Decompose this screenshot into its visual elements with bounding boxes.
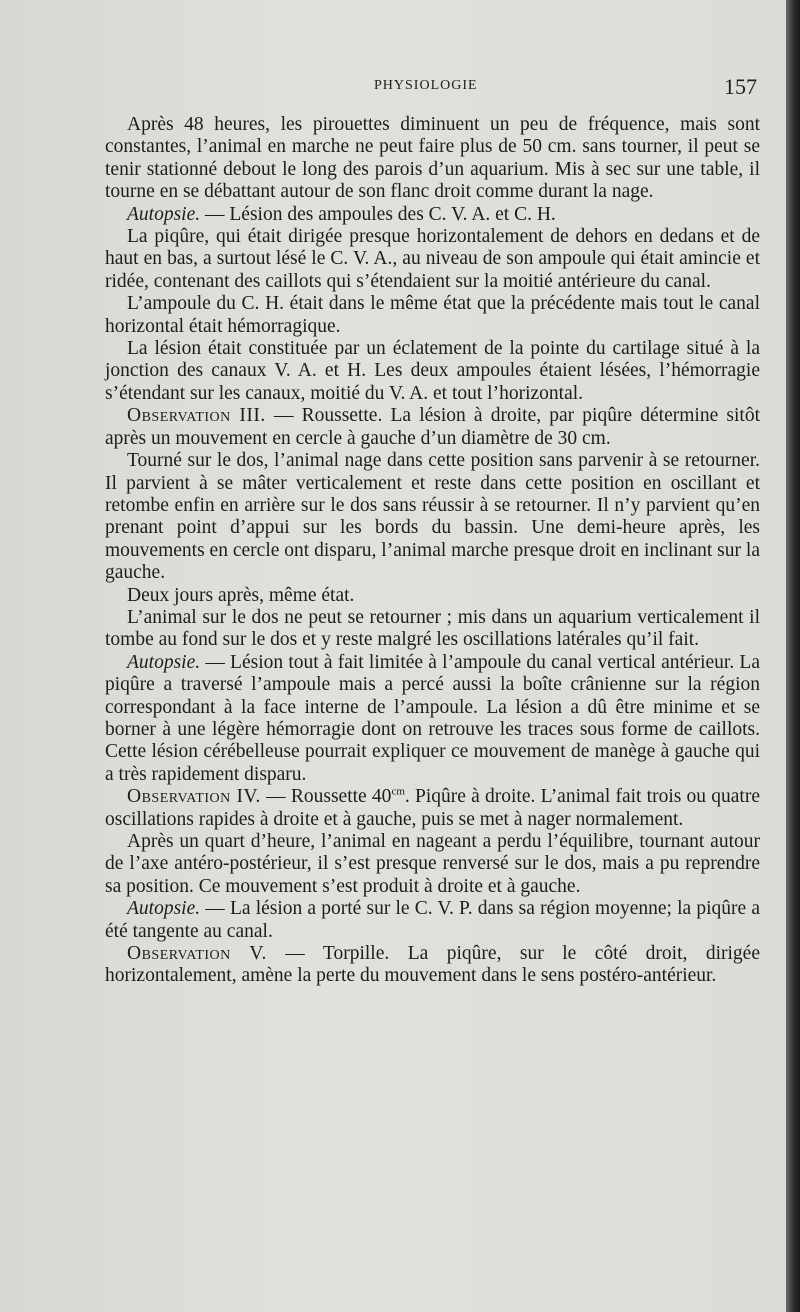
autopsie-label: Autopsie. bbox=[127, 651, 201, 673]
running-head: PHYSIOLOGIE bbox=[374, 78, 478, 93]
autopsie-label: Autopsie. bbox=[127, 898, 201, 920]
paragraph: Autopsie. — Lésion des ampoules des C. V. A. et C. H. bbox=[127, 203, 556, 225]
paragraph: Autopsie. — Lésion tout à fait limitée à l’ampoule du canal vertical antérieur. La piqûre a traversé l’ampoule mais a percé aussi la boîte crânienne sur la région correspondant à la face interne de l’ampoule. La lésion a dû être minime et se borner à une légère hémorragie dont on retrouve les traces sous forme de caillots. Cette lésion cérébelleuse pourrait expliquer ce mouvement de manège à gauche qui a très rapidement disparu. bbox=[105, 651, 760, 785]
paragraph: La lésion était constituée par un éclatement de la pointe du cartilage situé à la jonction des canaux V. A. et H. Les deux ampoules étaient lésées, l’hémorragie s’étendant sur les canaux, moitié du V. A. et tout l’horizontal. bbox=[105, 338, 760, 404]
paragraph: Après un quart d’heure, l’animal en nageant a perdu l’équilibre, tournant autour de l’axe antéro-postérieur, il s’est presque renversé sur le dos, mais a pu reprendre sa position. Ce mouvement s’est produit à droite et à gauche. bbox=[105, 831, 760, 897]
page-header bbox=[0, 74, 786, 98]
paragraph: L’ampoule du C. H. était dans le même état que la précédente mais tout le canal horizontal était hémorragique. bbox=[105, 293, 760, 337]
paragraph: Observation V. — Torpille. La piqûre, sur le côté droit, dirigée horizontalement, amène la perte du mouvement dans le sens postéro-antérieur. bbox=[105, 943, 760, 987]
paragraph: Observation III. — Roussette. La lésion à droite, par piqûre détermine sitôt après un mouvement en cercle à gauche d’un diamètre de 30 cm. bbox=[105, 405, 760, 449]
paragraph: Tourné sur le dos, l’animal nage dans cette position sans parvenir à se retourner. Il parvient à se mâter verticalement et reste dans cette position en oscillant et retombe enfin en arrière sur le dos sans réussir à se retourner. Il n’y parvient qu’en prenant point d’appui sur les bords du bassin. Une demi-heure après, les mouvements en cercle ont disparu, l’animal marche presque droit en inclinant sur la gauche. bbox=[105, 450, 760, 584]
paragraph: Deux jours après, même état. bbox=[127, 584, 355, 606]
paragraph: L’animal sur le dos ne peut se retourner ; mis dans un aquarium verticalement il tombe au fond sur le dos et y reste malgré les oscillations latérales qu’il fait. bbox=[105, 606, 760, 651]
paragraph: Après 48 heures, les pirouettes diminuent un peu de fréquence, mais sont constantes, l’animal en marche ne peut faire plus de 50 cm. sans tourner, il peut se tenir stationné debout le long des parois d’un aquarium. Mis à sec sur une table, il tourne en se débattant autour de son flanc droit comme durant la nage. bbox=[105, 114, 760, 203]
paragraph: Autopsie. — La lésion a porté sur le C. V. P. dans sa région moyenne; la piqûre a été tangente au canal. bbox=[105, 898, 760, 942]
paragraph: Observation IV. — Roussette $40^{cm}$. Piqûre à droite. L’animal fait trois ou quatre oscillations rapides à droite et à gauche, puis se met à nager normalement. bbox=[105, 785, 760, 830]
observation-label: Observation IV. bbox=[127, 786, 261, 808]
observation-label: Observation V. bbox=[127, 943, 267, 965]
page-binding-edge bbox=[786, 0, 800, 1312]
observation-label: Observation III. bbox=[127, 405, 266, 427]
body-text bbox=[105, 114, 760, 988]
paragraph: La piqûre, qui était dirigée presque horizontalement de dehors en dedans et de haut en bas, a surtout lésé le C. V. A., au niveau de son ampoule qui était amincie et ridée, contenant des caillots qui s’étendaient sur la moitié antérieure du canal. bbox=[105, 226, 760, 292]
page-number: 157 bbox=[724, 74, 757, 99]
autopsie-label: Autopsie. bbox=[127, 203, 201, 225]
